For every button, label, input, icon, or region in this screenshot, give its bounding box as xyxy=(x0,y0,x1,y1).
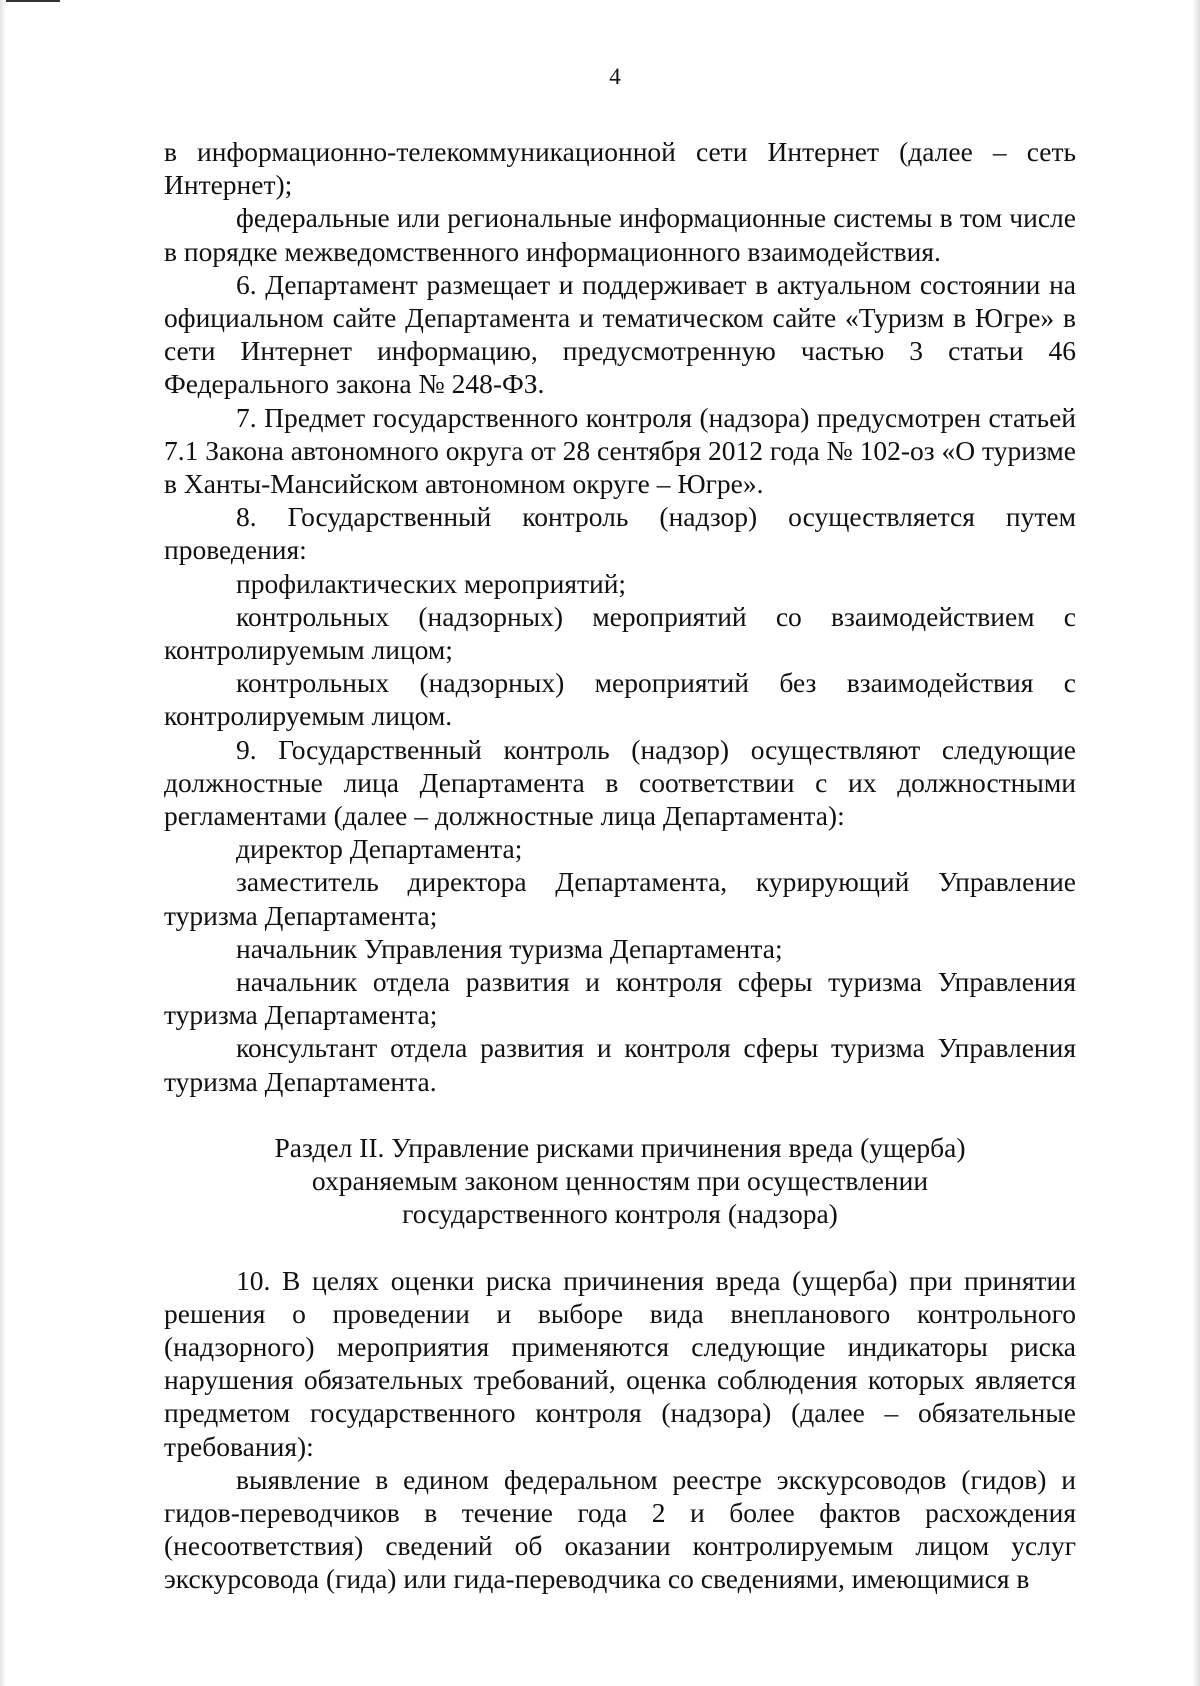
paragraph: консультант отдела развития и контроля сферы туризма Управления туризма Департамента. xyxy=(164,1032,1076,1097)
paragraph: 7. Предмет государственного контроля (надзора) предусмотрен статьей 7.1 Закона автономного округа от 28 сентября 2012 года № 102-оз «О туризме в Ханты-Мансийском автономном округе – Югре». xyxy=(164,401,1076,500)
paragraph: начальник Управления туризма Департамента; xyxy=(236,932,783,964)
paragraph: 8. Государственный контроль (надзор) осуществляется путем проведения: xyxy=(164,501,1076,566)
paragraph: директор Департамента; xyxy=(236,833,523,865)
paragraph: контрольных (надзорных) мероприятий со взаимодействием с контролируемым лицом; xyxy=(164,600,1076,666)
paragraphs-after-section xyxy=(164,1264,1076,1596)
scan-corner-mark xyxy=(0,0,60,2)
paragraph: 10. В целях оценки риска причинения вреда (ущерба) при принятии решения о проведении и выборе вида внепланового контрольного (надзорного) мероприятия применяются следующие индикаторы риска нарушения обязательных требований, оценка соблюдения которых является предметом государственного контроля (надзора) (далее – обязательные требования): xyxy=(164,1264,1076,1462)
paragraph: контрольных (надзорных) мероприятий без взаимодействия с контролируемым лицом. xyxy=(164,667,1076,732)
paragraph: начальник отдела развития и контроля сферы туризма Управления туризма Департамента; xyxy=(164,966,1076,1031)
paragraph: федеральные или региональные информационные системы в том числе в порядке межведомственного информационного взаимодействия. xyxy=(164,202,1076,267)
section-heading-line: охраняемым законом ценностям при осуществлении xyxy=(311,1165,929,1197)
paragraph: в информационно-телекоммуникационной сети Интернет (далее – сеть Интернет); xyxy=(164,136,1076,201)
paragraph: выявление в едином федеральном реестре экскурсоводов (гидов) и гидов-переводчиков в течение года 2 и более фактов расхождения (несоответствия) сведений об оказании контролируемым лицом услуг экскурсовода (гида) или гида-переводчика со сведениями, имеющимися в xyxy=(164,1463,1076,1595)
paragraphs-before-section xyxy=(164,135,1076,1098)
section-heading xyxy=(164,1131,1076,1231)
section-heading-line: государственного контроля (надзора) xyxy=(402,1198,838,1230)
paragraph: профилактических мероприятий; xyxy=(236,567,627,599)
page-number: 4 xyxy=(609,64,621,89)
paragraph: 6. Департамент размещает и поддерживает в актуальном состоянии на официальном сайте Департамента и тематическом сайте «Туризм в Югре» в сети Интернет информацию, предусмотренную частью 3 статьи 46 Федерального закона № 248-ФЗ. xyxy=(164,268,1076,400)
document-body xyxy=(164,135,1076,1596)
scan-left-edge xyxy=(0,0,6,1686)
paragraph: заместитель директора Департамента, курирующий Управление туризма Департамента; xyxy=(164,866,1076,931)
section-heading-line: Раздел II. Управление рисками причинения вреда (ущерба) xyxy=(274,1131,966,1163)
paragraph: 9. Государственный контроль (надзор) осуществляют следующие должностные лица Департамента в соответствии с их должностными регламентами (далее – должностные лица Департамента): xyxy=(164,733,1076,832)
scan-right-edge xyxy=(1192,0,1200,1686)
